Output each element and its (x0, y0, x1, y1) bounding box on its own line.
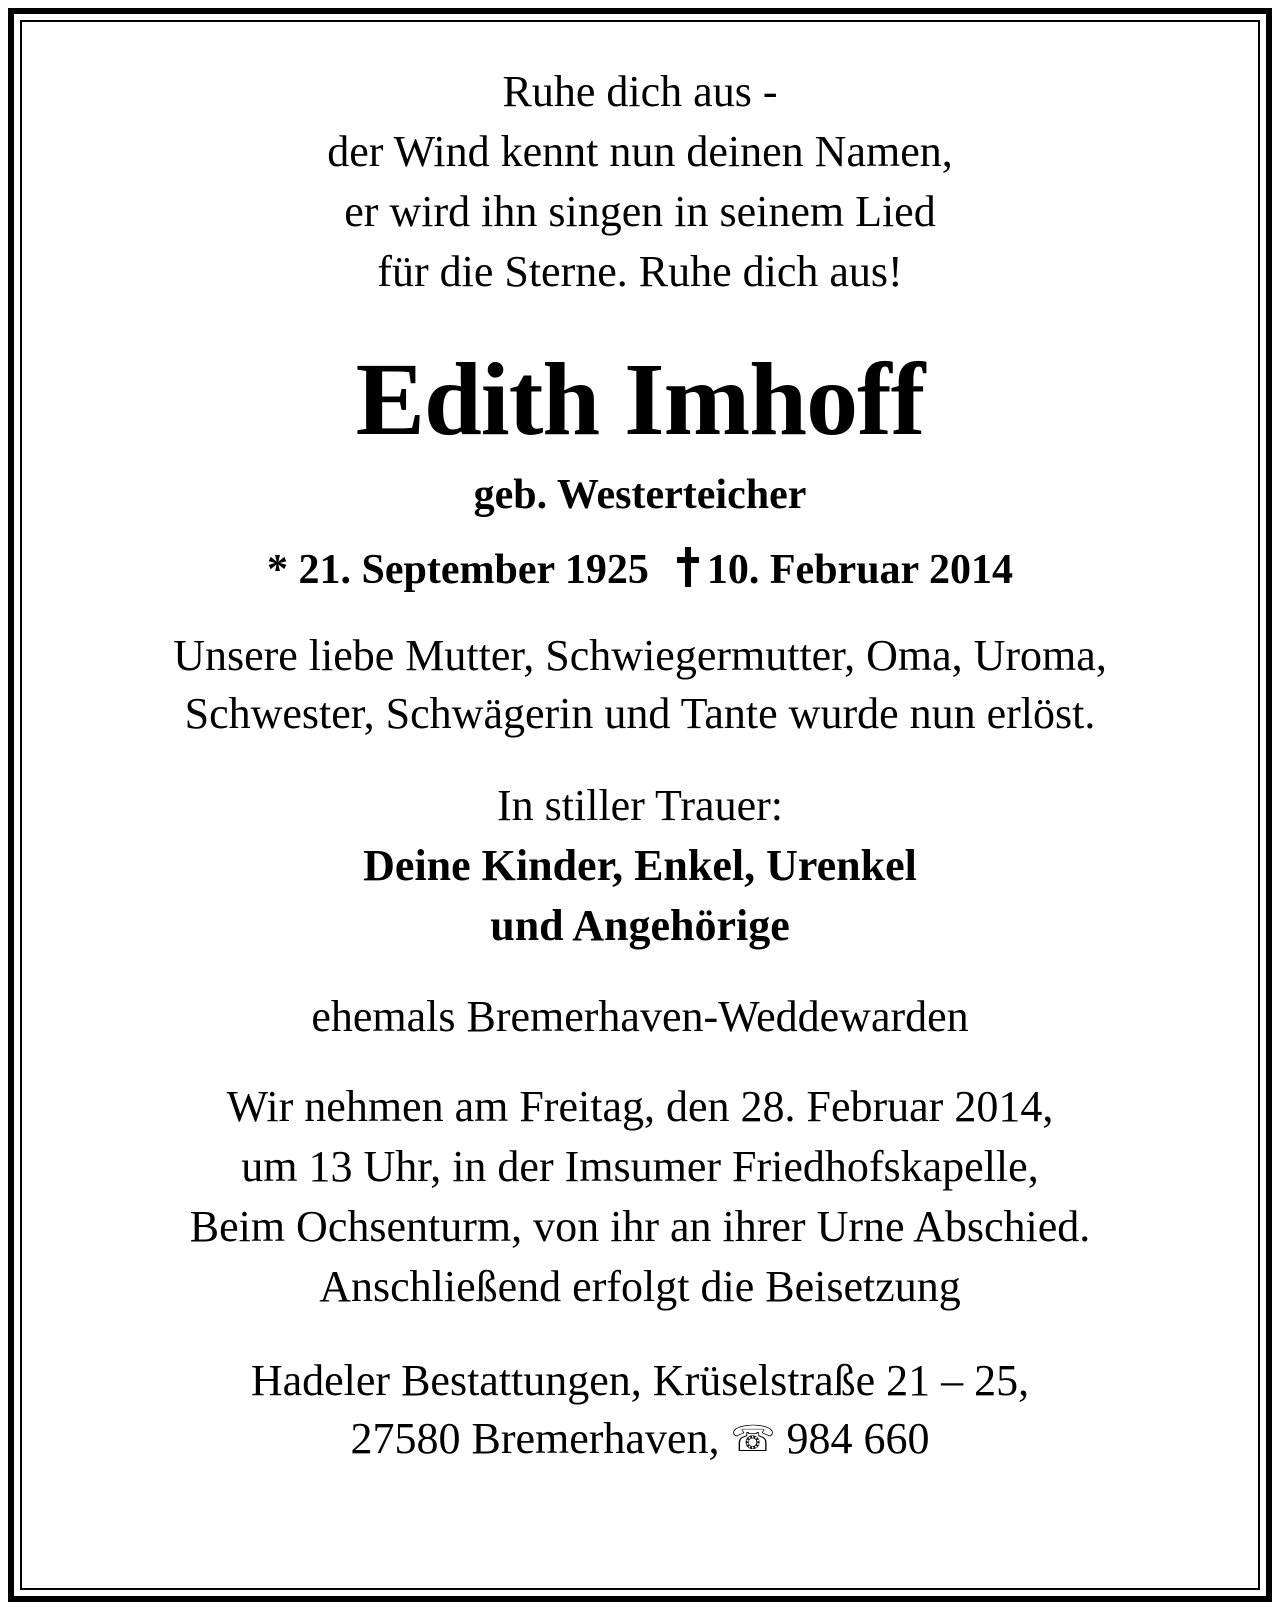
service-line: um 13 Uhr, in der Imsumer Friedhofskapelle, (241, 1142, 1039, 1191)
life-dates (22, 540, 1258, 600)
poem-line: der Wind kennt nun deinen Namen, (327, 127, 953, 176)
undertaker-name-street: Hadeler Bestattungen, Krüselstraße 21 – 25, (250, 1356, 1030, 1405)
mourner-names: Deine Kinder, Enkel, Urenkel (363, 841, 917, 890)
cross-icon (677, 547, 699, 587)
deceased-name: Edith Imhoff (355, 342, 925, 457)
death-date: 10. Februar 2014 (706, 547, 1013, 593)
maiden-name: geb. Westerteicher (473, 472, 807, 518)
undertaker-address: 27580 Bremerhaven, (350, 1414, 720, 1463)
message-line: Unsere liebe Mutter, Schwiegermutter, Oma, Uroma, (173, 631, 1107, 680)
telephone-icon: ☏ (730, 1419, 776, 1460)
poem-line: Ruhe dich aus - (502, 67, 778, 116)
undertaker-phone: 984 660 (786, 1414, 930, 1463)
former-residence: ehemals Bremerhaven-Weddewarden (311, 992, 969, 1041)
service-line: Wir nehmen am Freitag, den 28. Februar 2014, (226, 1082, 1054, 1131)
birth-date: * 21. September 1925 (267, 547, 649, 593)
family-message (22, 627, 1258, 743)
funeral-service (22, 1077, 1258, 1317)
service-line: Anschließend erfolgt die Beisetzung (319, 1262, 961, 1311)
poem (22, 62, 1258, 302)
message-line: Schwester, Schwägerin und Tante wurde nun erlöst. (184, 689, 1096, 738)
service-line: Beim Ochsenturm, von ihr an ihrer Urne Abschied. (189, 1202, 1091, 1251)
poem-line: er wird ihn singen in seinem Lied (344, 187, 936, 236)
undertaker-contact (22, 1352, 1258, 1469)
obituary-notice (22, 22, 1258, 1588)
poem-line: für die Sterne. Ruhe dich aus! (377, 247, 903, 296)
mourner-names: und Angehörige (490, 901, 790, 950)
mourning-intro: In stiller Trauer: (497, 781, 783, 830)
mourners (22, 776, 1258, 956)
undertaker-city-phone (22, 1410, 1258, 1469)
